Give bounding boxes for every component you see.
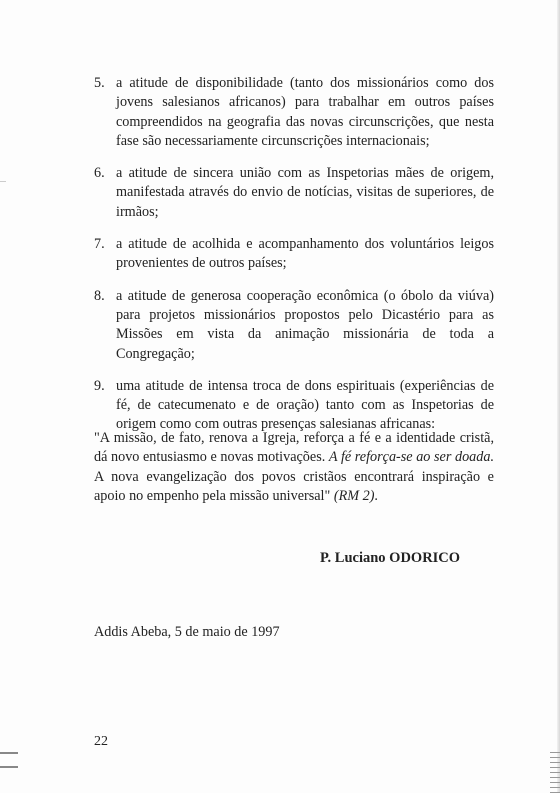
item-number: 5. bbox=[94, 75, 105, 91]
attitudes-list bbox=[94, 74, 494, 448]
item-text: uma atitude de intensa troca de dons espirituais (experiências de fé, de catecumenato e de oração) tanto com as Inspetorias de origem como com outras presenças salesianas africanas: bbox=[116, 377, 494, 433]
item-text: a atitude de disponibilidade (tanto dos missionários como dos jovens salesianos africanos) para trabalhar em outros países compreendidos na geografia das novas circunscrições, que nesta fase são necessariamente circunscrições internacionais; bbox=[116, 75, 494, 149]
list-item bbox=[94, 287, 494, 364]
quote-end: . bbox=[374, 487, 378, 504]
item-number: 6. bbox=[94, 165, 105, 182]
signature: P. Luciano ODORICO bbox=[320, 550, 461, 566]
place-and-date: Addis Abeba, 5 de maio de 1997 bbox=[94, 624, 280, 640]
list-item bbox=[94, 74, 494, 151]
list-item bbox=[94, 235, 494, 274]
quote-text: "A missão, de fato, renova a Igreja, reforça a fé e a identidade cristã, dá novo entusiasmo e novas motivações. bbox=[94, 430, 494, 466]
closing-quote bbox=[94, 429, 494, 506]
quote-italic-phrase: A fé reforça-se ao ser doada. bbox=[328, 449, 494, 466]
item-number: 7. bbox=[94, 236, 105, 253]
page-number: 22 bbox=[94, 734, 108, 749]
quote-text-continued: A nova evangelização dos povos cristãos encontrará inspiração e apoio no empenho pela missão universal" bbox=[94, 468, 494, 504]
quote-citation: (RM 2) bbox=[333, 487, 375, 504]
list-item bbox=[94, 377, 494, 435]
list-item bbox=[94, 164, 494, 222]
item-text: a atitude de sincera união com as Inspetorias mães de origem, manifestada através do envio de notícias, visitas de superiores, de irmãos; bbox=[116, 165, 494, 220]
scan-edge-tick bbox=[0, 181, 6, 182]
item-text: a atitude de generosa cooperação econômica (o óbolo da viúva) para projetos missionários propostos pelo Dicastério para as Missões em vista da animação missionária de toda a Congregação; bbox=[116, 287, 494, 362]
item-number: 9. bbox=[94, 377, 105, 394]
scan-right-mark bbox=[550, 752, 560, 793]
item-text: a atitude de acolhida e acompanhamento dos voluntários leigos provenientes de outros países; bbox=[116, 236, 494, 272]
scan-left-mark bbox=[0, 752, 18, 768]
item-number: 8. bbox=[94, 287, 105, 304]
